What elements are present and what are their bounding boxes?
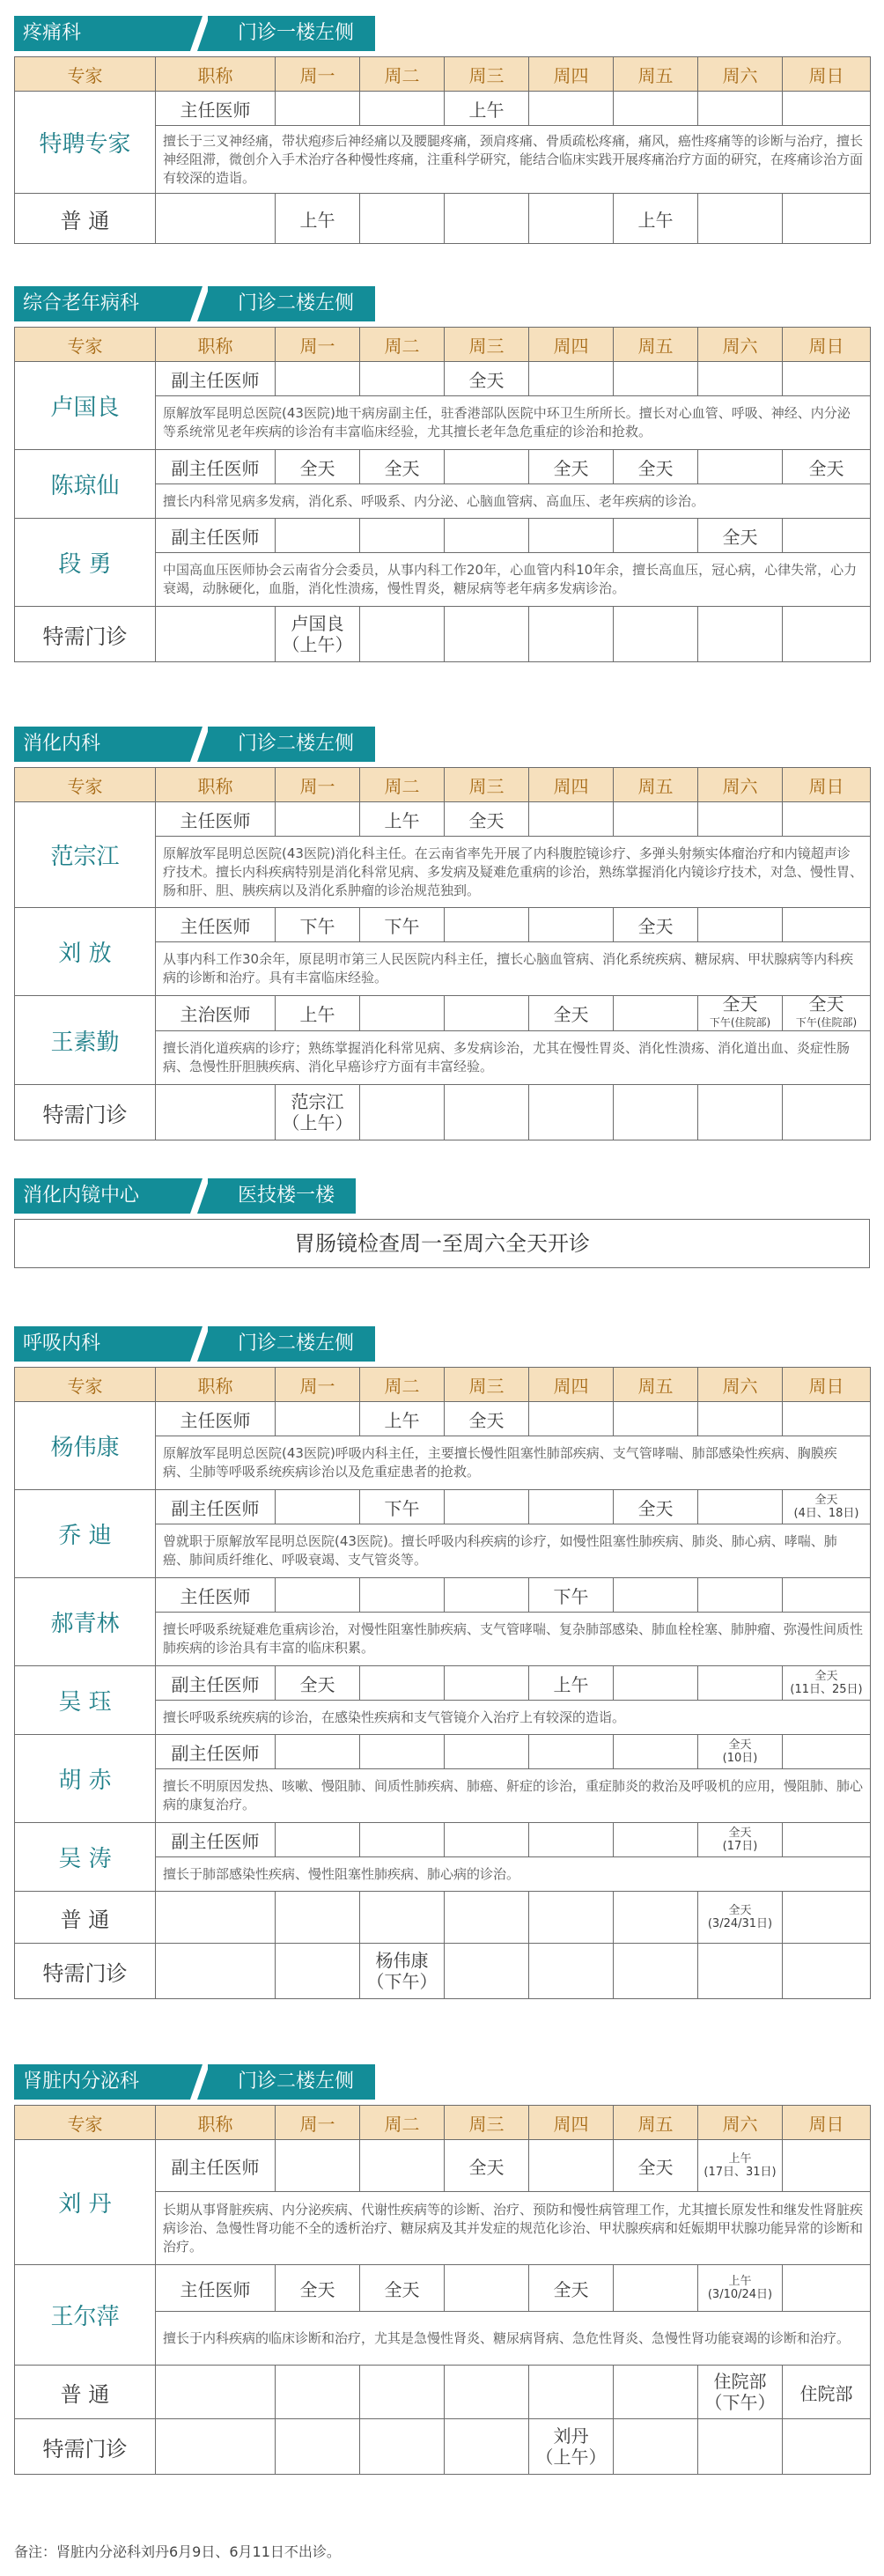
doctor-name: 卢国良 [15,362,156,450]
doctor-title: 主治医师 [156,996,276,1031]
header-cell: 周日 [783,2106,871,2140]
doctor-description: 擅长消化道疾病的诊疗；熟练掌握消化科常见病、多发病诊治，尤其在慢性胃炎、消化性溃疡、消化道出血、炎症性肠病、急慢性肝胆胰疾病、消化早癌诊疗方面有丰富经验。 [156,1031,871,1085]
clinic-type: 特需门诊 [15,1944,156,1999]
section-geriatric [14,286,870,655]
doctor-description: 擅长呼吸系统疾病的诊治，在感染性疾病和支气管镜介入治疗上有较深的造诣。 [156,1701,871,1735]
footnote: 备注：肾脏内分泌科刘丹6月9日、6月11日不出诊。 [14,2543,341,2560]
doctor-name: 范宗江 [15,802,156,908]
doctor-title: 主任医师 [156,908,276,942]
header-cell: 专家 [15,2106,156,2140]
doctor-description: 中国高血压医师协会云南省分会委员，从事内科工作20年，心血管内科10年余，擅长高血压，冠心病，心律失常，心力衰竭，动脉硬化，血脂，消化性溃疡，慢性胃炎，糖尿病等老年病多发病诊治。 [156,553,871,607]
doctor-description: 从事内科工作30余年，原昆明市第三人民医院内科主任，擅长心脑血管病、消化系统疾病、糖尿病、甲状腺病等内科疾病的诊断和治疗。具有丰富临床经验。 [156,942,871,996]
clinic-type: 普 通 [15,1892,156,1944]
department-location: 门诊一楼左侧 [208,16,375,51]
header-cell: 周二 [360,1368,445,1402]
doctor-description: 擅长呼吸系统疑难危重病诊治，对慢性阻塞性肺疾病、支气管哮喘、复杂肺部感染、肺血栓栓塞、肺肿瘤、弥漫性间质性肺疾病的诊治具有丰富的临床积累。 [156,1613,871,1666]
schedule-cell: 卢国良 （上午） [276,607,360,662]
table-row [15,1490,871,1524]
header-cell: 周二 [360,768,445,802]
department-title: 综合老年病科 [14,286,190,321]
doctor-title: 主任医师 [156,2265,276,2312]
table-row [15,1666,871,1701]
header-cell: 职称 [156,57,276,92]
doctor-title: 副主任医师 [156,2140,276,2192]
schedule-cell: 住院部 [783,2366,871,2419]
table-row [15,450,871,484]
header-cell: 周日 [783,768,871,802]
department-title: 疼痛科 [14,16,190,51]
doctor-description: 原解放军昆明总医院(43医院)地干病房副主任，驻香港部队医院中环卫生所所长。擅长对心血管、呼吸、神经、内分泌等系统常见老年疾病的诊治有丰富临床经验，尤其擅长老年急危重症的诊治和抢救。 [156,396,871,450]
header-cell: 周一 [276,328,360,362]
clinic-type: 特需门诊 [15,1085,156,1140]
department-title: 肾脏内分泌科 [14,2064,190,2100]
header-cell: 周四 [529,2106,614,2140]
header-cell: 专家 [15,57,156,92]
doctor-description: 原解放军昆明总医院(43医院)呼吸内科主任，主要擅长慢性阻塞性肺部疾病、支气管哮喘、肺部感染性疾病、胸膜疾病、尘肺等呼吸系统疾病诊治以及危重症患者的抢救。 [156,1436,871,1490]
header-cell: 周五 [614,768,698,802]
header-cell: 周一 [276,2106,360,2140]
doctor-title: 主任医师 [156,1578,276,1613]
schedule-cell: 上午 (3/10/24日) [698,2265,783,2312]
doctor-title: 副主任医师 [156,450,276,484]
table-row [15,92,871,126]
table-row [15,802,871,837]
schedule-cell: 全天 [445,2140,529,2192]
table-row [15,908,871,942]
doctor-name: 吴 涛 [15,1823,156,1892]
section-gastro [14,727,870,1133]
table-row [15,1735,871,1769]
header-cell: 周三 [445,768,529,802]
header-cell: 周一 [276,768,360,802]
table-row [15,1892,871,1944]
schedule-cell: 全天 [614,1490,698,1524]
doctor-title: 副主任医师 [156,1735,276,1769]
header-cell: 专家 [15,1368,156,1402]
department-location: 医技楼一楼 [208,1178,356,1214]
schedule-cell: 全天 [445,1402,529,1436]
table-row [15,2419,871,2475]
schedule-cell: 全天 [445,802,529,837]
doctor-title: 副主任医师 [156,362,276,396]
doctor-description: 长期从事肾脏疾病、内分泌疾病、代谢性疾病等的诊断、治疗、预防和慢性病管理工作，尤其擅长原发性和继发性肾脏疾病诊治、急慢性肾功能不全的透析治疗、糖尿病及其并发症的规范化诊治、甲状腺疾病和妊娠期甲状腺功能异常的诊断和治疗。 [156,2192,871,2265]
doctor-title: 副主任医师 [156,519,276,553]
department-title: 消化内科 [14,727,190,762]
schedule-cell: 杨伟康 （下午） [360,1944,445,1999]
schedule-cell: 全天 [529,450,614,484]
doctor-name: 乔 迪 [15,1490,156,1578]
doctor-description: 擅长于三叉神经痛，带状疱疹后神经痛以及腰腿疼痛，颈肩疼痛、骨质疏松疼痛，痛风，癌性疼痛等的诊断与治疗，擅长神经阻滞，微创介入手术治疗各种慢性疼痛，注重科学研究，能结合临床实践开展疼痛治疗方面的研究，在疼痛诊治方面有较深的造诣。 [156,126,871,194]
schedule-cell: 上午 [614,194,698,244]
table-row [15,996,871,1031]
schedule-cell: 下午 [360,908,445,942]
schedule-cell: 全天 (10日) [698,1735,783,1769]
department-location: 门诊二楼左侧 [208,2064,375,2100]
schedule-cell: 全天 [276,1666,360,1701]
section-nephro [14,2064,870,2468]
doctor-name: 郝青林 [15,1578,156,1666]
section-header [14,1178,870,1214]
schedule-cell: 全天 [698,519,783,553]
doctor-name: 特聘专家 [15,92,156,194]
header-cell: 周六 [698,1368,783,1402]
doctor-description: 擅长于肺部感染性疾病、慢性阻塞性肺疾病、肺心病的诊治。 [156,1857,871,1892]
schedule-cell: 全天 (17日) [698,1823,783,1857]
doctor-title: 主任医师 [156,92,276,126]
doctor-name: 王素勤 [15,996,156,1085]
schedule-cell: 上午 [276,996,360,1031]
schedule-table [14,2105,871,2475]
header-cell: 周日 [783,328,871,362]
header-cell: 周六 [698,768,783,802]
schedule-cell: 下午 [529,1578,614,1613]
table-row [15,362,871,396]
section-header [14,2064,870,2100]
header-cell: 周一 [276,1368,360,1402]
schedule-cell: 全天 [783,450,871,484]
header-cell: 周日 [783,57,871,92]
schedule-cell: 下午 [276,908,360,942]
schedule-cell: 上午 [276,194,360,244]
schedule-cell: 全天 [529,996,614,1031]
header-cell: 周二 [360,2106,445,2140]
table-row [15,2140,871,2192]
schedule-cell: 全天 [360,450,445,484]
schedule-table [14,1367,871,1999]
table-row [15,194,871,244]
schedule-cell: 刘丹 （上午） [529,2419,614,2475]
doctor-name: 段 勇 [15,519,156,607]
table-header-row [15,1368,871,1402]
clinic-type: 普 通 [15,194,156,244]
clinic-type: 特需门诊 [15,607,156,662]
schedule-cell: 范宗江 （上午） [276,1085,360,1140]
table-row [15,1085,871,1140]
header-cell: 周四 [529,328,614,362]
clinic-type: 普 通 [15,2366,156,2419]
schedule-cell: 上午 (17日、31日) [698,2140,783,2192]
section-header [14,286,870,321]
schedule-cell: 上午 [445,92,529,126]
header-cell: 周三 [445,1368,529,1402]
doctor-name: 胡 赤 [15,1735,156,1823]
department-location: 门诊二楼左侧 [208,286,375,321]
schedule-cell: 全天 [529,2265,614,2312]
doctor-name: 刘 放 [15,908,156,996]
doctor-title: 主任医师 [156,802,276,837]
header-cell: 周五 [614,1368,698,1402]
section-endoscopy [14,1178,870,1214]
doctor-title: 主任医师 [156,1402,276,1436]
table-row [15,1823,871,1857]
table-row [15,607,871,662]
doctor-description: 原解放军昆明总医院(43医院)消化科主任。在云南省率先开展了内科腹腔镜诊疗、多弹头射频实体瘤治疗和内镜超声诊疗技术。擅长内科疾病特别是消化科常见病、多发病及疑难危重病的诊治，熟练掌握消化内镜诊疗技术，对急、慢性胃、肠和肝、胆、胰疾病以及消化系肿瘤的诊治规范独到。 [156,837,871,908]
header-cell: 职称 [156,768,276,802]
schedule-cell: 全天 (3/24/31日) [698,1892,783,1944]
doctor-name: 王尔萍 [15,2265,156,2366]
header-cell: 职称 [156,2106,276,2140]
doctor-description: 擅长内科常见病多发病，消化系、呼吸系、内分泌、心脑血管病、高血压、老年疾病的诊治。 [156,484,871,519]
schedule-cell: 上午 [360,1402,445,1436]
doctor-title: 副主任医师 [156,1490,276,1524]
table-header-row [15,768,871,802]
table-row [15,2265,871,2312]
header-cell: 周三 [445,328,529,362]
endoscopy-notice: 胃肠镜检查周一至周六全天开诊 [14,1219,870,1268]
section-header [14,16,870,51]
schedule-cell: 上午 [529,1666,614,1701]
header-cell: 职称 [156,328,276,362]
section-respiratory [14,1326,870,1992]
header-cell: 周五 [614,328,698,362]
schedule-cell: 全天 下午(住院部) [698,996,783,1031]
clinic-type: 特需门诊 [15,2419,156,2475]
department-location: 门诊二楼左侧 [208,727,375,762]
department-title: 呼吸内科 [14,1326,190,1362]
doctor-title: 副主任医师 [156,1823,276,1857]
table-row [15,1944,871,1999]
schedule-table [14,327,871,662]
header-cell: 周五 [614,57,698,92]
department-title: 消化内镜中心 [14,1178,190,1214]
doctor-name: 刘 丹 [15,2140,156,2265]
schedule-cell: 全天 [614,908,698,942]
table-row [15,1402,871,1436]
schedule-cell: 全天 [614,450,698,484]
department-location: 门诊二楼左侧 [208,1326,375,1362]
doctor-name: 杨伟康 [15,1402,156,1490]
doctor-description: 擅长于内科疾病的临床诊断和治疗，尤其是急慢性肾炎、糖尿病肾病、急危性肾炎、急慢性肾功能衰竭的诊断和治疗。 [156,2312,871,2366]
header-cell: 周三 [445,57,529,92]
schedule-cell: 全天 [614,2140,698,2192]
table-header-row [15,57,871,92]
header-cell: 周日 [783,1368,871,1402]
header-cell: 周五 [614,2106,698,2140]
section-header [14,727,870,762]
header-cell: 职称 [156,1368,276,1402]
header-cell: 周三 [445,2106,529,2140]
header-cell: 周六 [698,57,783,92]
schedule-cell: 全天 (11日、25日) [783,1666,871,1701]
header-cell: 专家 [15,768,156,802]
doctor-name: 陈琼仙 [15,450,156,519]
doctor-name: 吴 珏 [15,1666,156,1735]
header-cell: 专家 [15,328,156,362]
header-cell: 周四 [529,57,614,92]
header-cell: 周六 [698,328,783,362]
doctor-description: 曾就职于原解放军昆明总医院(43医院)。擅长呼吸内科疾病的诊疗，如慢性阻塞性肺疾病、肺炎、肺心病、哮喘、肺癌、肺间质纤维化、呼吸衰竭、支气管炎等。 [156,1524,871,1578]
header-cell: 周一 [276,57,360,92]
header-cell: 周四 [529,1368,614,1402]
table-header-row [15,328,871,362]
schedule-cell: 下午 [360,1490,445,1524]
doctor-title: 副主任医师 [156,1666,276,1701]
doctor-description: 擅长不明原因发热、咳嗽、慢阻肺、间质性肺疾病、肺癌、鼾症的诊治，重症肺炎的救治及呼吸机的应用，慢阻肺、肺心病的康复治疗。 [156,1769,871,1823]
table-header-row [15,2106,871,2140]
schedule-cell: 全天 下午(住院部) [783,996,871,1031]
header-cell: 周二 [360,328,445,362]
header-cell: 周二 [360,57,445,92]
table-row [15,519,871,553]
schedule-cell: 全天 [276,2265,360,2312]
schedule-table [14,56,871,244]
table-row [15,1578,871,1613]
table-row [15,2366,871,2419]
header-cell: 周四 [529,768,614,802]
schedule-cell: 全天 (4日、18日) [783,1490,871,1524]
schedule-table [14,767,871,1140]
schedule-cell: 上午 [360,802,445,837]
section-header [14,1326,870,1362]
schedule-cell: 全天 [276,450,360,484]
schedule-cell: 住院部 （下午） [698,2366,783,2419]
header-cell: 周六 [698,2106,783,2140]
schedule-cell: 全天 [360,2265,445,2312]
section-pain [14,16,870,233]
schedule-cell: 全天 [445,362,529,396]
